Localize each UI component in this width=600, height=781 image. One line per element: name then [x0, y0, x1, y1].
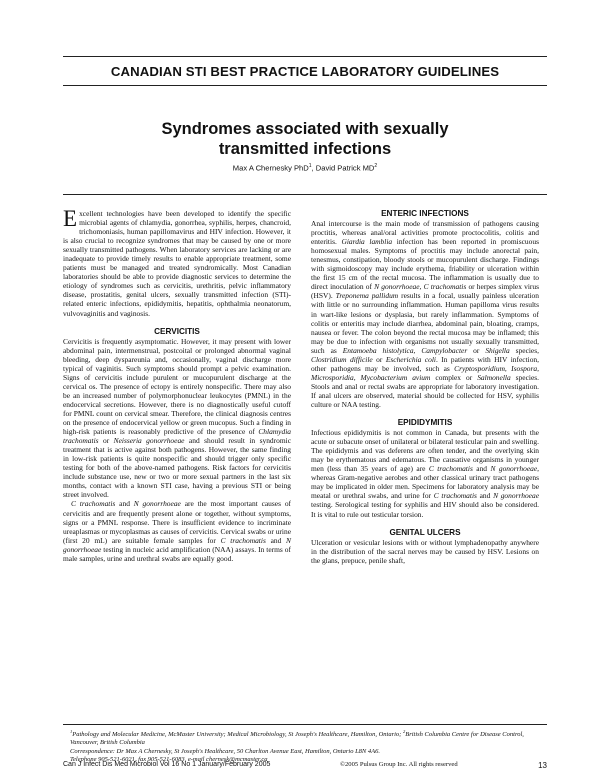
- species-name: C trachomatis: [428, 464, 473, 474]
- author-2: , David Patrick MD: [311, 163, 375, 173]
- affiliation-2: British Columbia Centre for Disease Control, Vancouver, British Columbia: [70, 731, 524, 747]
- section-heading-cervicitis: CERVICITIS: [154, 326, 200, 336]
- species-name: Escherichia coli: [385, 354, 436, 364]
- species-name: Cryptosporidium, Isospora, Microsporidia, Mycobacterium avium: [311, 363, 539, 382]
- author-line: [63, 163, 547, 173]
- enteric-paragraph: [311, 219, 539, 409]
- left-column: [63, 206, 292, 563]
- species-name: Salmonella: [477, 372, 511, 382]
- section-heading-epididymitis: EPIDIDYMITIS: [397, 418, 453, 428]
- species-name: Giardia lamblia: [341, 237, 393, 247]
- journal-citation: Can J Infect Dis Med Microbiol Vol 16 No 1 January/February 2005: [63, 761, 271, 768]
- species-name: Neisseria gonorrhoeae: [113, 436, 185, 446]
- text-run: Cervicitis is frequently asymptomatic. However, it may present with lower abdominal pain, intermenstrual, postcoital or prolonged abnormal vaginal bleeding, deep dyspareunia and, occasionally, vaginal discharge more typical of vaginitis. Such symptoms should prompt a pelvic examination. Signs of cervicitis include purulent or mucopurulent discharge at the cervical os. The presence of ectopy is entirely nonspecific. There may also be an increased number of polymorphonuclear leukocytes (PMNL) in the endocervical secretions. However, there is no diagnostically useful cutoff for PMNL count on cervical smear. Therefore, the clinical diagnosis centres on the presence of endocervical yellow or green mucopus. Such a finding in high-risk patients is reasonably predictive of the presence of: [63, 336, 291, 437]
- species-name: C trachomatis: [433, 491, 477, 501]
- cervicitis-paragraph-2: [63, 499, 291, 562]
- epididymitis-paragraph: [311, 428, 539, 518]
- text-run: testing. Serological testing for syphilis and HIV should also be considered. It is vital to rule out testicular torsion.: [311, 500, 539, 519]
- species-name: Chlamydia trachomatis: [63, 427, 291, 446]
- top-rule: [63, 56, 547, 57]
- species-name: C trachomatis: [220, 535, 266, 545]
- species-name: N gonorrhoeae: [493, 491, 540, 501]
- page-number: 13: [538, 761, 547, 770]
- affiliations: [70, 728, 547, 748]
- copyright: ©2005 Pulsus Group Inc. All rights reserved: [340, 761, 458, 768]
- cervicitis-paragraph-1: [63, 337, 291, 500]
- species-name: Treponema pallidum: [335, 291, 399, 301]
- text-run: are the most important causes of cervicitis and are frequently present alone or together, without symptoms, signs or a PMNL response. There is insufficient evidence to incriminate ureaplasmas or mycoplasmas as causes of cervicitis. Cervical swabs or urine (first 20 mL) are suitable female samples for: [63, 499, 292, 545]
- title-line-2: transmitted infections: [218, 140, 392, 158]
- text-run: and: [265, 535, 287, 545]
- drop-cap: E: [63, 206, 78, 231]
- text-run: and: [476, 491, 494, 501]
- species-name: Shigella: [485, 345, 510, 355]
- species-name: N gonorrhoeae: [490, 464, 538, 474]
- text-run: and: [472, 464, 491, 474]
- text-run: Infectious epididymitis is not common in Canada, but presents with the acute or subacute onset of unilateral or bilateral testicular pain and swelling. The epididymis and vas deferens are often tender, and the overlying skin may be erythematous and edematous. The causative organisms in younger men (less than 35 years of age) are: [311, 428, 539, 474]
- text-run: , whereas Gram-negative aerobes and other classical urinary tract pathogens may be implicated in older men. Specimens for laboratory analysis may be meatal or urethral swabs, and urine for: [311, 464, 539, 501]
- text-run: infection has been reported in promiscuous homosexual males. Symptoms of proctitis may include anorectal pain, tenesmus, constipation, bloody stools or mucopurulent discharge. Findings with sigmoidoscopy may include erythema, friability or ulceration within the first 15 cm of the rectal mucosa. The inflammation is usually due to direct inoculation of: [311, 237, 539, 292]
- right-column: [311, 209, 539, 565]
- species-name: Clostridium difficile: [311, 354, 373, 364]
- text-run: or: [98, 436, 114, 446]
- footnote-rule: [63, 724, 547, 725]
- species-name: Entamoeba histolytica, Campylobacter: [342, 345, 468, 355]
- text-run: complex or: [430, 372, 478, 382]
- text-run: or: [467, 345, 486, 355]
- species-name: N gonorrhoeae: [63, 535, 292, 554]
- title-rule: [63, 194, 547, 195]
- text-run: or: [372, 354, 386, 364]
- species-name: N gonorrhoeae: [133, 499, 181, 509]
- title-line-1: Syndromes associated with sexually: [161, 120, 449, 138]
- article-title: [63, 119, 547, 159]
- series-heading: CANADIAN STI BEST PRACTICE LABORATORY GUIDELINES: [110, 64, 500, 79]
- text-run: Anal intercourse is the main mode of transmission of pathogens causing proctitis, whereas anal/oral activities promote proctocolitis, colitis and enteritis.: [311, 219, 539, 247]
- footnote-marker: 1: [70, 729, 73, 734]
- author-2-affiliation: 2: [374, 163, 378, 169]
- author-1: Max A Chernesky PhD: [232, 163, 309, 173]
- text-run: testing in nucleic acid amplification (NAA) assays. In terms of male samples, urine and urethral swabs are equally good.: [63, 544, 291, 563]
- text-run: results in a focal, usually painless ulceration with little or no surrounding inflammation. Human papilloma virus results in wart-like lesions or dysplasia, but rarely inflammation. Symptoms of colitis or enteritis may include diarrhea, abdominal pain, bloating, cramps, nausea or fever. The colon beyond the rectal mucosa may be inflamed; this may be due to infection with organisms not usually sexually transmitted, such as: [311, 291, 539, 355]
- text-run: species. Stools and anal or rectal swabs are appropriate for laboratory investigation. If anal ulcers are observed, material should be collected for HSV, syphilis culture or NAA testing.: [311, 372, 540, 409]
- text-run: . In patients with HIV infection, other pathogens may be involved, such as: [311, 354, 540, 373]
- text-run: species,: [509, 345, 539, 355]
- affiliation-1: Pathology and Molecular Medicine, McMaster University; Medical Microbiology, St Joseph's Healthcare, Hamilton, Ontario;: [72, 731, 403, 739]
- species-name: N gonorrhoeae, C trachomatis: [374, 282, 467, 292]
- section-heading-enteric: ENTERIC INFECTIONS: [381, 209, 469, 218]
- section-heading-genital-ulcers: GENITAL ULCERS: [389, 527, 461, 537]
- text-run: and: [115, 499, 134, 509]
- series-rule: [63, 85, 547, 86]
- text-run: and should result in syndromic treatment that is active against both pathogens. However, the same finding in low-risk patients is quite nonspecific and should trigger only specific testing for both of the above-named pathogens. Risk factors for cervicitis include substance use, new or two or more sexual partners in the last six months, contact with a known STI case, having a previous STI or being street involved.: [63, 436, 291, 500]
- intro-paragraph: [63, 206, 291, 318]
- species-name: C trachomatis: [71, 499, 116, 509]
- correspondence: Correspondence: Dr Max A Chernesky, St Joseph's Healthcare, 50 Charlton Avenue East, Hamilton, Ontario L8N 4A6.: [70, 747, 380, 755]
- genital-ulcers-paragraph: Ulceration or vesicular lesions with or without lymphadenopathy anywhere in the distribution of the sacral nerves may be caused by HSV. Lesions on the glans, prepuce, penile shaft,: [311, 537, 539, 565]
- footnotes: [70, 728, 547, 764]
- text-run: or herpes simplex virus (HSV).: [311, 282, 539, 301]
- footnote-marker: 2: [402, 729, 406, 734]
- contact-info: Telephone 905-521-6021, fax 905-521-6083, e-mail chernesk@mcmaster.ca: [70, 756, 268, 764]
- intro-text: xcellent technologies have been developed to identify the specific microbial agents of chlamydia, gonorrhea, syphilis, herpes, chancroid, trichomoniasis, human papillomavirus and HIV infection. However, it is also crucial to recognize syndromes that may be caused by one or more sexually transmitted pathogens. When laboratory services are lacking or are inadequate to provide timely results to enable appropriate treatment, some patients must be managed and treated syndromically. Most Canadian laboratories should be able to provide diagnostic services to determine the etiology of syndromes such as cervicitis, urethritis, pelvic inflammatory disease, prostatitis, genital ulcers, sexually transmitted infection (STI)-related enteric infections, epididymitis, hepatitis, ophthalmia neonatorum, vulvovaginitis and vaginosis.: [63, 209, 291, 318]
- author-1-affiliation: 1: [308, 163, 312, 169]
